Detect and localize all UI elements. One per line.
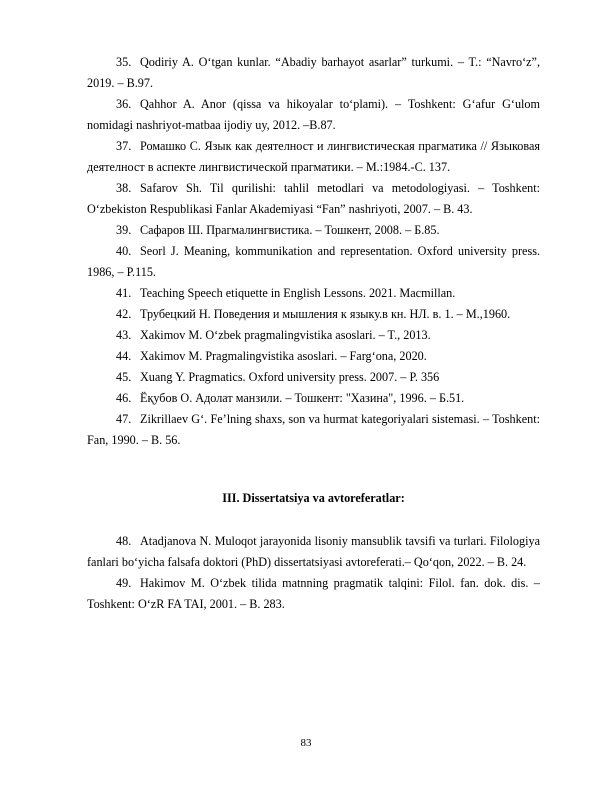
reference-item bbox=[87, 94, 540, 136]
reference-number: 37. bbox=[116, 139, 132, 153]
reference-group-dissertations bbox=[87, 531, 540, 615]
reference-text: Teaching Speech etiquette in English Lessons. 2021. Macmillan. bbox=[140, 286, 456, 300]
reference-text: Сафаров Ш. Прагмалингвистика. – Тошкент, 2008. – Б.85. bbox=[140, 223, 440, 237]
reference-number: 49. bbox=[116, 576, 132, 590]
reference-text: Xakimov M. O‘zbek pragmalingvistika asoslari. – T., 2013. bbox=[140, 328, 431, 342]
reference-number: 35. bbox=[116, 55, 132, 69]
reference-item bbox=[87, 304, 540, 325]
reference-item bbox=[87, 573, 540, 615]
reference-item bbox=[87, 388, 540, 409]
reference-number: 41. bbox=[116, 286, 132, 300]
reference-number: 38. bbox=[116, 181, 132, 195]
reference-text: Seorl J. Meaning, kommunikation and representation. Oxford university press. 1986, – P.115. bbox=[87, 244, 540, 279]
reference-item bbox=[87, 136, 540, 178]
reference-number: 40. bbox=[116, 244, 132, 258]
reference-text: Atadjanova N. Muloqot jarayonida lisoniy mansublik tavsifi va turlari. Filologiya fanlari bo‘yicha falsafa doktori (PhD) dissertatsiyasi avtoreferati.– Qo‘qon, 2022. – B. 24. bbox=[87, 534, 540, 569]
reference-number: 43. bbox=[116, 328, 132, 342]
reference-number: 36. bbox=[116, 97, 132, 111]
reference-number: 39. bbox=[116, 223, 132, 237]
reference-number: 44. bbox=[116, 349, 132, 363]
section-title: III. Dissertatsiya va avtoreferatlar: bbox=[222, 491, 405, 505]
reference-text: Hakimov M. O‘zbek tilida matnning pragmatik talqini: Filol. fan. dok. dis. – Toshkent: O‘zR FA TAI, 2001. – B. 283. bbox=[87, 576, 540, 611]
reference-item bbox=[87, 325, 540, 346]
reference-text: Xakimov M. Pragmalingvistika asoslari. – Farg‘ona, 2020. bbox=[140, 349, 427, 363]
page-number: 83 bbox=[300, 737, 312, 749]
reference-item bbox=[87, 241, 540, 283]
reference-text: Ромашко С. Язык как деятелност и лингвистическая прагматика // Языковая деятелност в аспекте лингвистической прагматики. – М.:1984.-С. 137. bbox=[87, 139, 540, 174]
reference-number: 47. bbox=[116, 412, 132, 426]
reference-item bbox=[87, 367, 540, 388]
reference-text: Ёқубов О. Адолат манзили. – Тошкент: "Хазина", 1996. – Б.51. bbox=[140, 391, 465, 405]
reference-number: 45. bbox=[116, 370, 132, 384]
reference-item bbox=[87, 220, 540, 241]
reference-text: Safarov Sh. Til qurilishi: tahlil metodlari va metodologiyasi. – Toshkent: O‘zbekiston Respublikasi Fanlar Akademiyasi “Fan” nashriyoti, 2007. – B. 43. bbox=[87, 181, 540, 216]
reference-group-books bbox=[87, 52, 540, 451]
reference-number: 48. bbox=[116, 534, 132, 548]
reference-number: 46. bbox=[116, 391, 132, 405]
reference-text: Трубецкий Н. Поведения и мышления к языку.в кн. НЛ. в. 1. – М.,1960. bbox=[140, 307, 511, 321]
reference-item bbox=[87, 52, 540, 94]
reference-text: Qahhor A. Anor (qissa va hikoyalar to‘plami). – Toshkent: G‘afur G‘ulom nomidagi nashriyot-matbaa ijodiy uy, 2012. –B.87. bbox=[87, 97, 540, 132]
reference-number: 42. bbox=[116, 307, 132, 321]
reference-item bbox=[87, 531, 540, 573]
reference-item bbox=[87, 283, 540, 304]
reference-text: Xuang Y. Pragmatics. Oxford university press. 2007. – P. 356 bbox=[140, 370, 440, 384]
reference-text: Zikrillaev G‘. Fe’lning shaxs, son va hurmat kategoriyalari sistemasi. – Toshkent: Fan, 1990. – B. 56. bbox=[87, 412, 540, 447]
reference-text: Qodiriy A. O‘tgan kunlar. “Abadiy barhayot asarlar” turkumi. – T.: “Navro‘z”, 2019. – B.97. bbox=[87, 55, 540, 90]
reference-item bbox=[87, 178, 540, 220]
reference-item bbox=[87, 346, 540, 367]
reference-item bbox=[87, 409, 540, 451]
reference-list bbox=[87, 52, 540, 615]
